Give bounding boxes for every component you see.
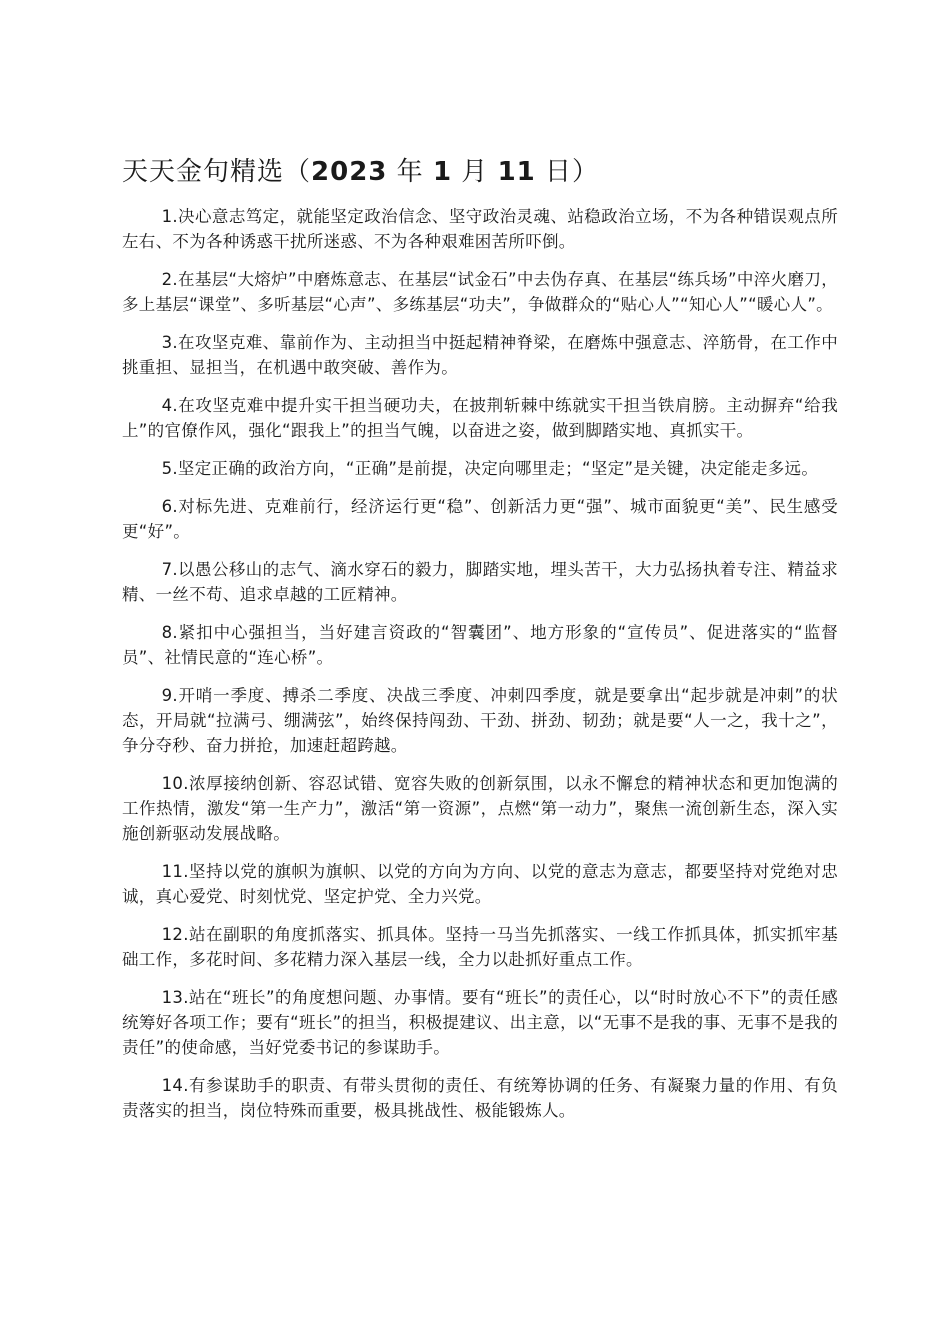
quote-paragraph-13: 13.站在“班长”的角度想问题、办事情。要有“班长”的责任心，以“时时放心不下”的责任感统筹好各项工作；要有“班长”的担当，积极提建议、出主意，以“无事不是我的事、无事不是我的责任”的使命感，当好党委书记的参谋助手。 (122, 988, 838, 1057)
quote-paragraph-12: 12.站在副职的角度抓落实、抓具体。坚持一马当先抓落实、一线工作抓具体，抓实抓牢基础工作，多花时间、多花精力深入基层一线，全力以赴抓好重点工作。 (122, 925, 838, 969)
quote-paragraph-7: 7.以愚公移山的志气、滴水穿石的毅力，脚踏实地，埋头苦干，大力弘扬执着专注、精益求精、一丝不苟、追求卓越的工匠精神。 (122, 560, 838, 604)
quote-paragraph-6: 6.对标先进、克难前行，经济运行更“稳”、创新活力更“强”、城市面貌更“美”、民生感受更“好”。 (122, 497, 838, 541)
document-page (122, 152, 838, 1136)
title-year: 2023 (311, 157, 388, 187)
quote-paragraph-5: 5.坚定正确的政治方向，“正确”是前提，决定向哪里走；“坚定”是关键，决定能走多远。 (161, 459, 819, 478)
quote-paragraph-8: 8.紧扣中心强担当，当好建言资政的“智囊团”、地方形象的“宣传员”、促进落实的“监督员”、社情民意的“连心桥”。 (122, 623, 838, 667)
quote-paragraph-10: 10.浓厚接纳创新、容忍试错、宽容失败的创新氛围，以永不懈怠的精神状态和更加饱满的工作热情，激发“第一生产力”，激活“第一资源”，点燃“第一动力”，聚焦一流创新生态，深入实施创新驱动发展战略。 (122, 774, 838, 843)
title-prefix: 天天金句精选（ (122, 157, 312, 187)
quote-paragraph-9: 9.开哨一季度、搏杀二季度、决战三季度、冲刺四季度，就是要拿出“起步就是冲刺”的状态，开局就“拉满弓、绷满弦”，始终保持闯劲、干劲、拼劲、韧劲；就是要“人一之，我十之”，争分夺秒、奋力拼抢，加速赶超跨越。 (122, 686, 838, 755)
title-year-unit: 年 (396, 157, 424, 187)
title-day-unit: 日） (545, 157, 600, 187)
quote-paragraph-2: 2.在基层“大熔炉”中磨炼意志、在基层“试金石”中去伪存真、在基层“练兵场”中淬火磨刀，多上基层“课堂”、多听基层“心声”、多练基层“功夫”，争做群众的“贴心人”“知心人”“暖心人”。 (122, 270, 838, 314)
title-day: 11 (497, 157, 536, 187)
quote-paragraph-3: 3.在攻坚克难、靠前作为、主动担当中挺起精神脊梁，在磨炼中强意志、淬筋骨，在工作中挑重担、显担当，在机遇中敢突破、善作为。 (122, 333, 838, 377)
quote-paragraph-1: 1.决心意志笃定，就能坚定政治信念、坚守政治灵魂、站稳政治立场，不为各种错误观点所左右、不为各种诱惑干扰所迷惑、不为各种艰难困苦所吓倒。 (122, 207, 838, 251)
quote-paragraph-14: 14.有参谋助手的职责、有带头贯彻的责任、有统筹协调的任务、有凝聚力量的作用、有负责落实的担当，岗位特殊而重要，极具挑战性、极能锻炼人。 (122, 1076, 838, 1120)
title-month-unit: 月 (461, 157, 489, 187)
quote-paragraph-4: 4.在攻坚克难中提升实干担当硬功夫，在披荆斩棘中练就实干担当铁肩膀。主动摒弃“给我上”的官僚作风，强化“跟我上”的担当气魄，以奋进之姿，做到脚踏实地、真抓实干。 (122, 396, 838, 440)
title-month: 1 (432, 157, 453, 187)
document-title (122, 152, 838, 192)
quote-paragraph-11: 11.坚持以党的旗帜为旗帜、以党的方向为方向、以党的意志为意志，都要坚持对党绝对忠诚，真心爱党、时刻忧党、坚定护党、全力兴党。 (122, 862, 838, 906)
